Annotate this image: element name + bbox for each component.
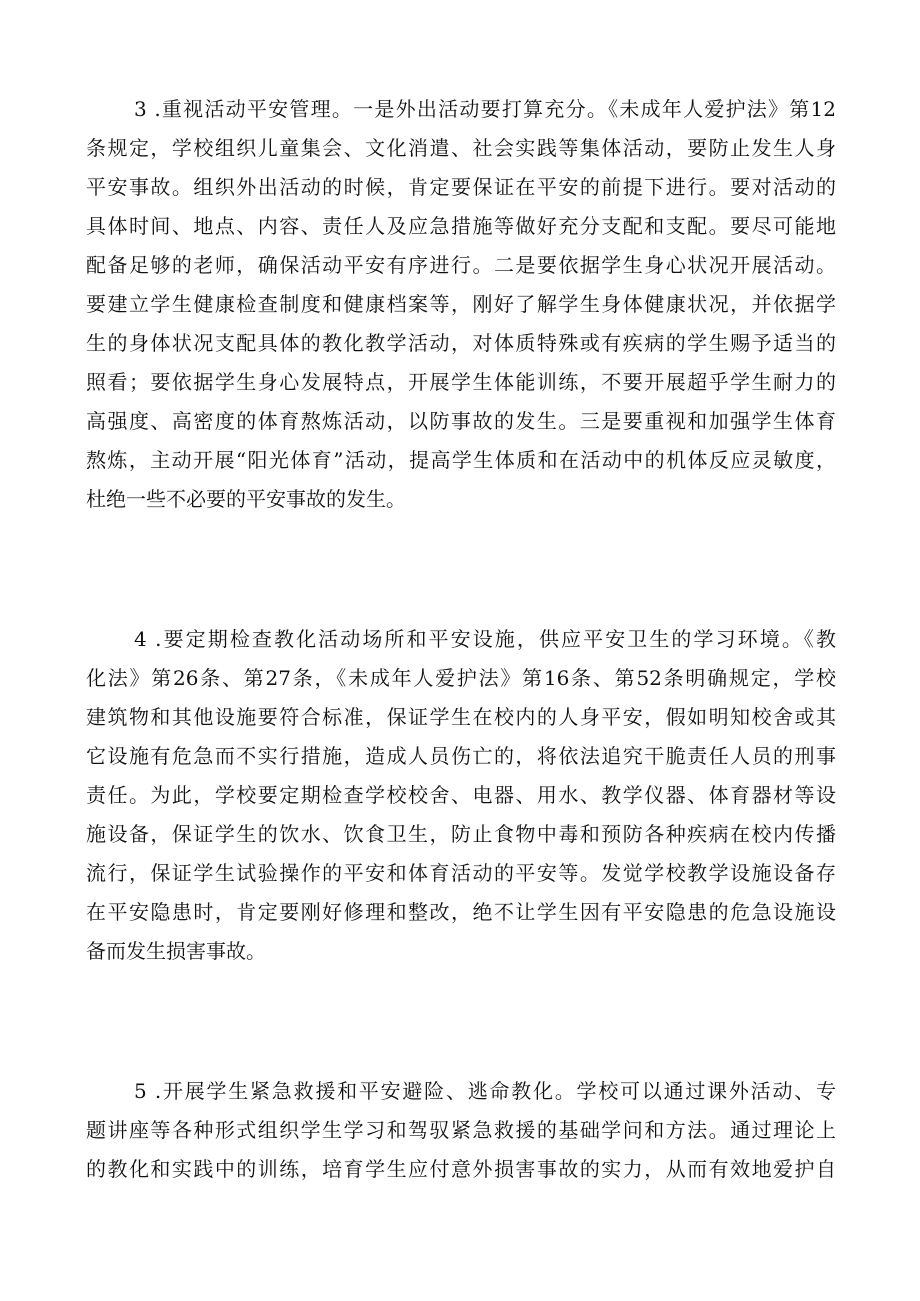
text-line: 化法》第26条、第27条，《未成年人爱护法》第16条、第52条明确规定，学校 (86, 666, 836, 690)
text-line: 施设备，保证学生的饮水、饮食卫生，防止食物中毒和预防各种疾病在校内传播 (86, 822, 836, 846)
text-line: 熬炼，主动开展“阳光体育”活动，提高学生体质和在活动中的机体反应灵敏度， (86, 448, 836, 472)
text-line: 责任。为此，学校要定期检查学校校舍、电器、用水、教学仪器、体育器材等设 (86, 783, 836, 807)
text-line: 建筑物和其他设施要符合标准，保证学生在校内的人身平安，假如明知校舍或其 (86, 705, 836, 729)
text-line: 杜绝一些不必要的平安事故的发生。 (86, 487, 406, 511)
text-line: 它设施有危急而不实行措施，造成人员伤亡的，将依法追究干脆责任人员的刑事 (86, 744, 836, 768)
paragraph-4 (86, 620, 836, 971)
text-line: 平安事故。组织外出活动的时候，肯定要保证在平安的前提下进行。要对活动的 (86, 175, 836, 199)
text-line: 要建立学生健康检查制度和健康档案等，刚好了解学生身体健康状况，并依据学 (86, 292, 836, 316)
text-line: 备而发生损害事故。 (86, 939, 266, 963)
text-line: 流行，保证学生试验操作的平安和体育活动的平安等。发觉学校教学设施设备存 (86, 861, 836, 885)
paragraph-5 (86, 1072, 836, 1189)
text-line: 题讲座等各种形式组织学生学习和驾驭紧急救援的基础学问和方法。通过理论上 (86, 1118, 836, 1142)
paragraph-3 (86, 90, 836, 519)
text-line: 在平安隐患时，肯定要刚好修理和整改，绝不让学生因有平安隐患的危急设施设 (86, 900, 836, 924)
text-line: 条规定，学校组织儿童集会、文化消遣、社会实践等集体活动，要防止发生人身 (86, 136, 836, 160)
text-line: 的教化和实践中的训练，培育学生应付意外损害事故的实力，从而有效地爱护自 (86, 1157, 836, 1181)
text-line: 高强度、高密度的体育熬炼活动，以防事故的发生。三是要重视和加强学生体育 (86, 409, 836, 433)
text-line: 照看；要依据学生身心发展特点，开展学生体能训练，不要开展超乎学生耐力的 (86, 370, 836, 394)
text-line: 配备足够的老师，确保活动平安有序进行。二是要依据学生身心状况开展活动。 (86, 253, 836, 277)
text-line: 具体时间、地点、内容、责任人及应急措施等做好充分支配和支配。要尽可能地 (86, 214, 836, 238)
text-line: 生的身体状况支配具体的教化教学活动，对体质特殊或有疾病的学生赐予适当的 (86, 331, 836, 355)
text-line: 5 .开展学生紧急救援和平安避险、逃命教化。学校可以通过课外活动、专 (134, 1079, 836, 1103)
text-line: 3 .重视活动平安管理。一是外出活动要打算充分。《未成年人爱护法》第12 (134, 97, 836, 121)
text-line: 4 .要定期检查教化活动场所和平安设施，供应平安卫生的学习环境。《教 (134, 627, 836, 651)
